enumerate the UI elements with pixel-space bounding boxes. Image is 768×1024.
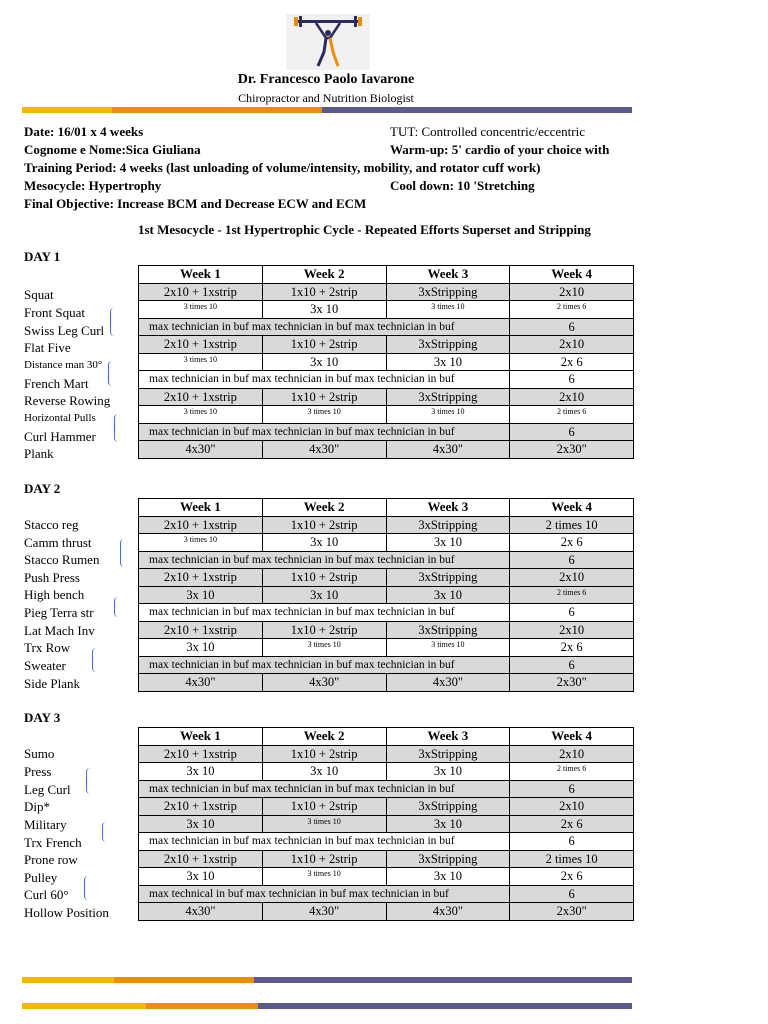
table-cell: 2x10: [510, 621, 634, 639]
table-cell: 1x10 + 2strip: [262, 850, 386, 868]
week-header: Week 4: [510, 499, 634, 517]
exercise-label: Lat Mach Inv: [24, 623, 95, 638]
table-cell: 2 times 6: [510, 301, 634, 319]
table-cell: 2x10 + 1xstrip: [139, 388, 263, 406]
superset-bracket: [120, 539, 126, 567]
table-cell: 6: [510, 604, 634, 622]
table-row: [139, 763, 634, 781]
footer-bar-navy: [254, 977, 632, 983]
footer-bar-orange: [146, 1003, 258, 1009]
superset-bracket: [92, 648, 98, 672]
table-row: [139, 656, 634, 674]
table-cell: 3x 10: [262, 353, 386, 371]
table-row: [139, 551, 634, 569]
info-training-period: Training Period: 4 weeks (last unloading of volume/intensity, mobility, and rotator cuff work): [24, 160, 541, 175]
info-client: Cognome e Nome:Sica Giuliana: [24, 142, 201, 157]
table-cell: 3xStripping: [386, 336, 510, 354]
table-cell: 2x30": [510, 674, 634, 692]
table-cell: 2x10: [510, 336, 634, 354]
table-cell: 3x 10: [262, 763, 386, 781]
table-cell: 3xStripping: [386, 283, 510, 301]
table-cell: 1x10 + 2strip: [262, 283, 386, 301]
table-cell: 2x10 + 1xstrip: [139, 283, 263, 301]
exercise-label: Curl Hammer: [24, 429, 96, 444]
table-cell: 1x10 + 2strip: [262, 745, 386, 763]
info-warm-up: Warm-up: 5' cardio of your choice with: [390, 142, 610, 157]
table-cell: 4x30": [139, 441, 263, 459]
table-cell: 2x10: [510, 283, 634, 301]
table-cell: 2x 6: [510, 815, 634, 833]
table-cell: 3 times 10: [262, 868, 386, 886]
exercise-label: High bench: [24, 587, 85, 602]
table-cell: 2 times 10: [510, 516, 634, 534]
table-cell: 3 times 10: [262, 406, 386, 424]
table-cell: 3 times 10: [262, 815, 386, 833]
header-bar-yellow: [22, 107, 112, 113]
table-cell: 6: [510, 833, 634, 851]
table-cell: 2x10 + 1xstrip: [139, 745, 263, 763]
table-row: [139, 569, 634, 587]
week-table-day-2: [138, 498, 634, 692]
table-cell: 4x30": [386, 903, 510, 921]
table-cell: 3 times 10: [139, 406, 263, 424]
table-cell: 3xStripping: [386, 516, 510, 534]
table-cell: 3 times 10: [139, 534, 263, 552]
table-row: [139, 353, 634, 371]
table-row: [139, 833, 634, 851]
table-row: [139, 371, 634, 389]
table-cell: 3x 10: [386, 763, 510, 781]
week-header: Week 1: [139, 499, 263, 517]
table-cell-span: max technician in buf max technician in buf max technician in buf: [139, 780, 510, 798]
day-title: DAY 2: [24, 481, 61, 496]
exercise-label: Dip*: [24, 799, 50, 814]
table-cell: 3xStripping: [386, 569, 510, 587]
table-cell: 3xStripping: [386, 621, 510, 639]
exercise-label: Sweater: [24, 658, 66, 673]
header-bar-navy: [322, 107, 632, 113]
table-cell: 3x 10: [262, 586, 386, 604]
week-header: Week 1: [139, 728, 263, 746]
footer-bar-orange: [114, 977, 254, 983]
exercise-label: Distance man 30°: [24, 359, 103, 371]
superset-bracket: [102, 822, 108, 842]
table-cell: 3xStripping: [386, 850, 510, 868]
table-row: [139, 780, 634, 798]
table-cell: 2x10 + 1xstrip: [139, 621, 263, 639]
exercise-label: Pulley: [24, 870, 58, 885]
table-cell: 4x30": [139, 674, 263, 692]
cycle-title: 1st Mesocycle - 1st Hypertrophic Cycle - Repeated Efforts Superset and Stripping: [138, 222, 591, 237]
table-cell: 2x10 + 1xstrip: [139, 850, 263, 868]
week-header: Week 4: [510, 728, 634, 746]
table-cell: 2x 6: [510, 639, 634, 657]
table-cell: 2 times 6: [510, 406, 634, 424]
info-tut: TUT: Controlled concentric/eccentric: [390, 124, 585, 139]
table-cell: 4x30": [262, 903, 386, 921]
table-cell: 2x 6: [510, 353, 634, 371]
info-date: Date: 16/01 x 4 weeks: [24, 124, 144, 139]
info-cool-down: Cool down: 10 'Stretching: [390, 178, 535, 193]
table-row: [139, 586, 634, 604]
table-cell-span: max technician in buf max technician in buf max technician in buf: [139, 318, 510, 336]
day-title: DAY 3: [24, 710, 61, 725]
exercise-label: Front Squat: [24, 305, 86, 320]
exercise-label: Military: [24, 817, 67, 832]
table-cell: 1x10 + 2strip: [262, 798, 386, 816]
table-cell: 4x30": [262, 441, 386, 459]
table-cell: 3x 10: [386, 868, 510, 886]
table-cell: 2x30": [510, 903, 634, 921]
table-cell: 3xStripping: [386, 745, 510, 763]
table-cell: 3 times 10: [139, 353, 263, 371]
week-header: Week 1: [139, 266, 263, 284]
table-row: [139, 423, 634, 441]
table-row: [139, 868, 634, 886]
table-cell-span: max technician in buf max technician in buf max technician in buf: [139, 551, 510, 569]
table-cell: 3x 10: [386, 353, 510, 371]
table-cell: 3xStripping: [386, 388, 510, 406]
exercise-label: Trx French: [24, 835, 82, 850]
table-cell: 4x30": [139, 903, 263, 921]
table-cell: 2 times 10: [510, 850, 634, 868]
table-cell: 3x 10: [139, 815, 263, 833]
header-bar-orange: [112, 107, 322, 113]
week-header: Week 3: [386, 499, 510, 517]
table-row: [139, 745, 634, 763]
exercise-label: Squat: [24, 287, 54, 302]
table-cell: 6: [510, 371, 634, 389]
exercise-label: Reverse Rowing: [24, 393, 111, 408]
footer-bar-yellow: [22, 1003, 146, 1009]
table-row: [139, 406, 634, 424]
week-header: Week 3: [386, 266, 510, 284]
table-cell-span: max technician in buf max technician in buf max technician in buf: [139, 833, 510, 851]
table-row: [139, 301, 634, 319]
table-cell: 2x10: [510, 798, 634, 816]
superset-bracket: [110, 308, 116, 336]
footer-bar-navy: [258, 1003, 632, 1009]
table-cell-span: max technician in buf max technician in buf max technician in buf: [139, 371, 510, 389]
table-cell: 3 times 10: [262, 639, 386, 657]
table-cell: 3 times 10: [386, 406, 510, 424]
week-table-day-3: [138, 727, 634, 921]
table-row: [139, 674, 634, 692]
table-cell: 2 times 6: [510, 763, 634, 781]
doctor-title: Chiropractor and Nutrition Biologist: [238, 91, 414, 105]
exercise-label: Hollow Position: [24, 905, 109, 920]
table-cell: 1x10 + 2strip: [262, 621, 386, 639]
table-cell: 2x10 + 1xstrip: [139, 336, 263, 354]
footer-bar-yellow: [22, 977, 114, 983]
table-cell: 3x 10: [386, 534, 510, 552]
table-cell: 3x 10: [262, 534, 386, 552]
table-row: [139, 516, 634, 534]
table-cell: 2x10 + 1xstrip: [139, 798, 263, 816]
table-cell: 3x 10: [139, 868, 263, 886]
table-cell-span: max technician in buf max technician in buf max technician in buf: [139, 656, 510, 674]
exercise-label: Plank: [24, 446, 54, 461]
table-cell: 3xStripping: [386, 798, 510, 816]
exercise-label: Swiss Leg Curl: [24, 323, 105, 338]
day-title: DAY 1: [24, 249, 61, 264]
superset-bracket: [86, 768, 92, 794]
table-row: [139, 283, 634, 301]
week-table-day-1: [138, 265, 634, 459]
table-cell: 3x 10: [139, 586, 263, 604]
exercise-label: Leg Curl: [24, 782, 71, 797]
doctor-name: Dr. Francesco Paolo Iavarone: [237, 72, 415, 87]
superset-bracket: [114, 597, 120, 617]
exercise-label: Trx Row: [24, 640, 71, 655]
table-cell-span: max technical in buf max technician in buf max technician in buf: [139, 885, 510, 903]
table-row: [139, 441, 634, 459]
table-cell: 2x10: [510, 388, 634, 406]
exercise-label: Pieg Terra str: [24, 605, 94, 620]
table-row: [139, 388, 634, 406]
table-cell: 6: [510, 551, 634, 569]
exercise-label: Press: [24, 764, 52, 779]
table-row: [139, 621, 634, 639]
table-cell-span: max technician in buf max technician in buf max technician in buf: [139, 604, 510, 622]
table-cell: 3x 10: [386, 586, 510, 604]
week-header: Week 2: [262, 266, 386, 284]
table-cell: 6: [510, 656, 634, 674]
week-header: Week 2: [262, 499, 386, 517]
table-cell: 1x10 + 2strip: [262, 388, 386, 406]
table-cell: 4x30": [386, 441, 510, 459]
info-mesocycle: Mesocycle: Hypertrophy: [24, 178, 162, 193]
table-cell-span: max technician in buf max technician in buf max technician in buf: [139, 423, 510, 441]
table-row: [139, 885, 634, 903]
table-cell: 2x10 + 1xstrip: [139, 569, 263, 587]
table-row: [139, 798, 634, 816]
table-cell: 2x 6: [510, 534, 634, 552]
table-cell: 3 times 10: [139, 301, 263, 319]
exercise-label: Camm thrust: [24, 535, 92, 550]
exercise-label: Side Plank: [24, 676, 80, 691]
logo: [286, 14, 370, 70]
exercise-label: Prone row: [24, 852, 78, 867]
superset-bracket: [114, 414, 120, 442]
table-cell: 2x10: [510, 745, 634, 763]
table-cell: 1x10 + 2strip: [262, 336, 386, 354]
table-row: [139, 318, 634, 336]
table-cell: 2x 6: [510, 868, 634, 886]
table-cell: 3x 10: [262, 301, 386, 319]
weightlifter-logo-icon: [286, 14, 370, 70]
table-cell: 3x 10: [386, 815, 510, 833]
exercise-label: French Mart: [24, 376, 89, 391]
table-cell: 2x10 + 1xstrip: [139, 516, 263, 534]
table-cell: 6: [510, 318, 634, 336]
table-cell: 3 times 10: [386, 639, 510, 657]
table-row: [139, 815, 634, 833]
exercise-label: Stacco reg: [24, 517, 79, 532]
table-cell: 6: [510, 780, 634, 798]
table-cell: 6: [510, 423, 634, 441]
table-cell: 6: [510, 885, 634, 903]
table-cell: 2 times 6: [510, 586, 634, 604]
table-cell: 3 times 10: [386, 301, 510, 319]
table-row: [139, 639, 634, 657]
week-header: Week 2: [262, 728, 386, 746]
table-cell: 3x 10: [139, 763, 263, 781]
week-header: Week 4: [510, 266, 634, 284]
table-cell: 2x30": [510, 441, 634, 459]
table-row: [139, 604, 634, 622]
table-cell: 4x30": [386, 674, 510, 692]
table-row: [139, 534, 634, 552]
table-cell: 4x30": [262, 674, 386, 692]
week-header: Week 3: [386, 728, 510, 746]
superset-bracket: [84, 876, 90, 900]
exercise-label: Push Press: [24, 570, 80, 585]
exercise-label: Curl 60°: [24, 887, 69, 902]
exercise-label: Flat Five: [24, 340, 71, 355]
table-cell: 3x 10: [139, 639, 263, 657]
exercise-label: Horizontal Pulls: [24, 412, 96, 424]
table-cell: 2x10: [510, 569, 634, 587]
table-row: [139, 336, 634, 354]
table-row: [139, 850, 634, 868]
table-row: [139, 903, 634, 921]
exercise-label: Sumo: [24, 746, 55, 761]
info-final-objective: Final Objective: Increase BCM and Decrease ECW and ECM: [24, 196, 367, 211]
table-cell: 1x10 + 2strip: [262, 516, 386, 534]
table-cell: 1x10 + 2strip: [262, 569, 386, 587]
exercise-label: Stacco Rumen: [24, 552, 100, 567]
superset-bracket: [108, 361, 114, 386]
